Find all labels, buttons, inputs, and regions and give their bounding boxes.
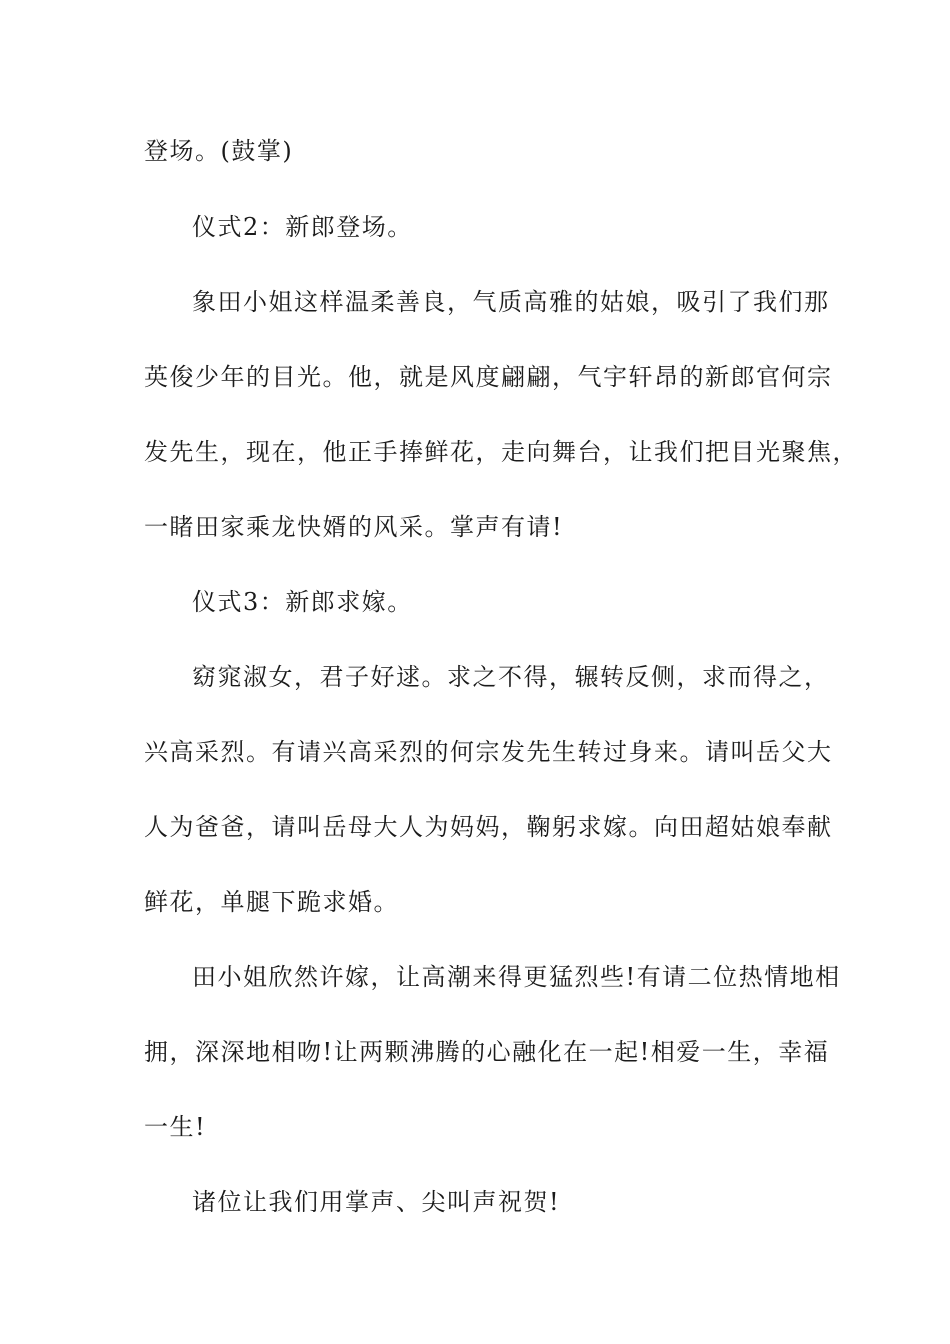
paragraph-5-line-3: 人为爸爸，请叫岳母大人为妈妈，鞠躬求嫁。向田超姑娘奉献 <box>144 813 833 841</box>
ceremony-3-heading: 仪式3：新郎求嫁。 <box>192 588 413 616</box>
paragraph-5-line-2: 兴高采烈。有请兴高采烈的何宗发先生转过身来。请叫岳父大 <box>144 738 833 766</box>
paragraph-6-line-2: 拥，深深地相吻!让两颗沸腾的心融化在一起!相爱一生，幸福 <box>144 1038 830 1066</box>
paragraph-5-line-1: 窈窕淑女，君子好逑。求之不得，辗转反侧，求而得之， <box>192 663 830 691</box>
ceremony-2-heading: 仪式2：新郎登场。 <box>192 213 413 241</box>
paragraph-7-line-1: 诸位让我们用掌声、尖叫声祝贺! <box>192 1188 561 1216</box>
paragraph-3-line-2: 英俊少年的目光。他，就是风度翩翩，气宇轩昂的新郎官何宗 <box>144 363 833 391</box>
paragraph-3-line-1: 象田小姐这样温柔善良，气质高雅的姑娘，吸引了我们那 <box>192 288 830 316</box>
paragraph-1-line-1: 登场。(鼓掌) <box>144 137 294 165</box>
paragraph-3-line-3: 发先生，现在，他正手捧鲜花，走向舞台，让我们把目光聚焦， <box>144 438 858 466</box>
paragraph-6-line-3: 一生! <box>144 1113 207 1141</box>
paragraph-6-line-1: 田小姐欣然许嫁，让高潮来得更猛烈些!有请二位热情地相 <box>192 963 841 991</box>
paragraph-3-line-4: 一睹田家乘龙快婿的风采。掌声有请! <box>144 513 564 541</box>
paragraph-5-line-4: 鲜花，单腿下跪求婚。 <box>144 888 399 916</box>
